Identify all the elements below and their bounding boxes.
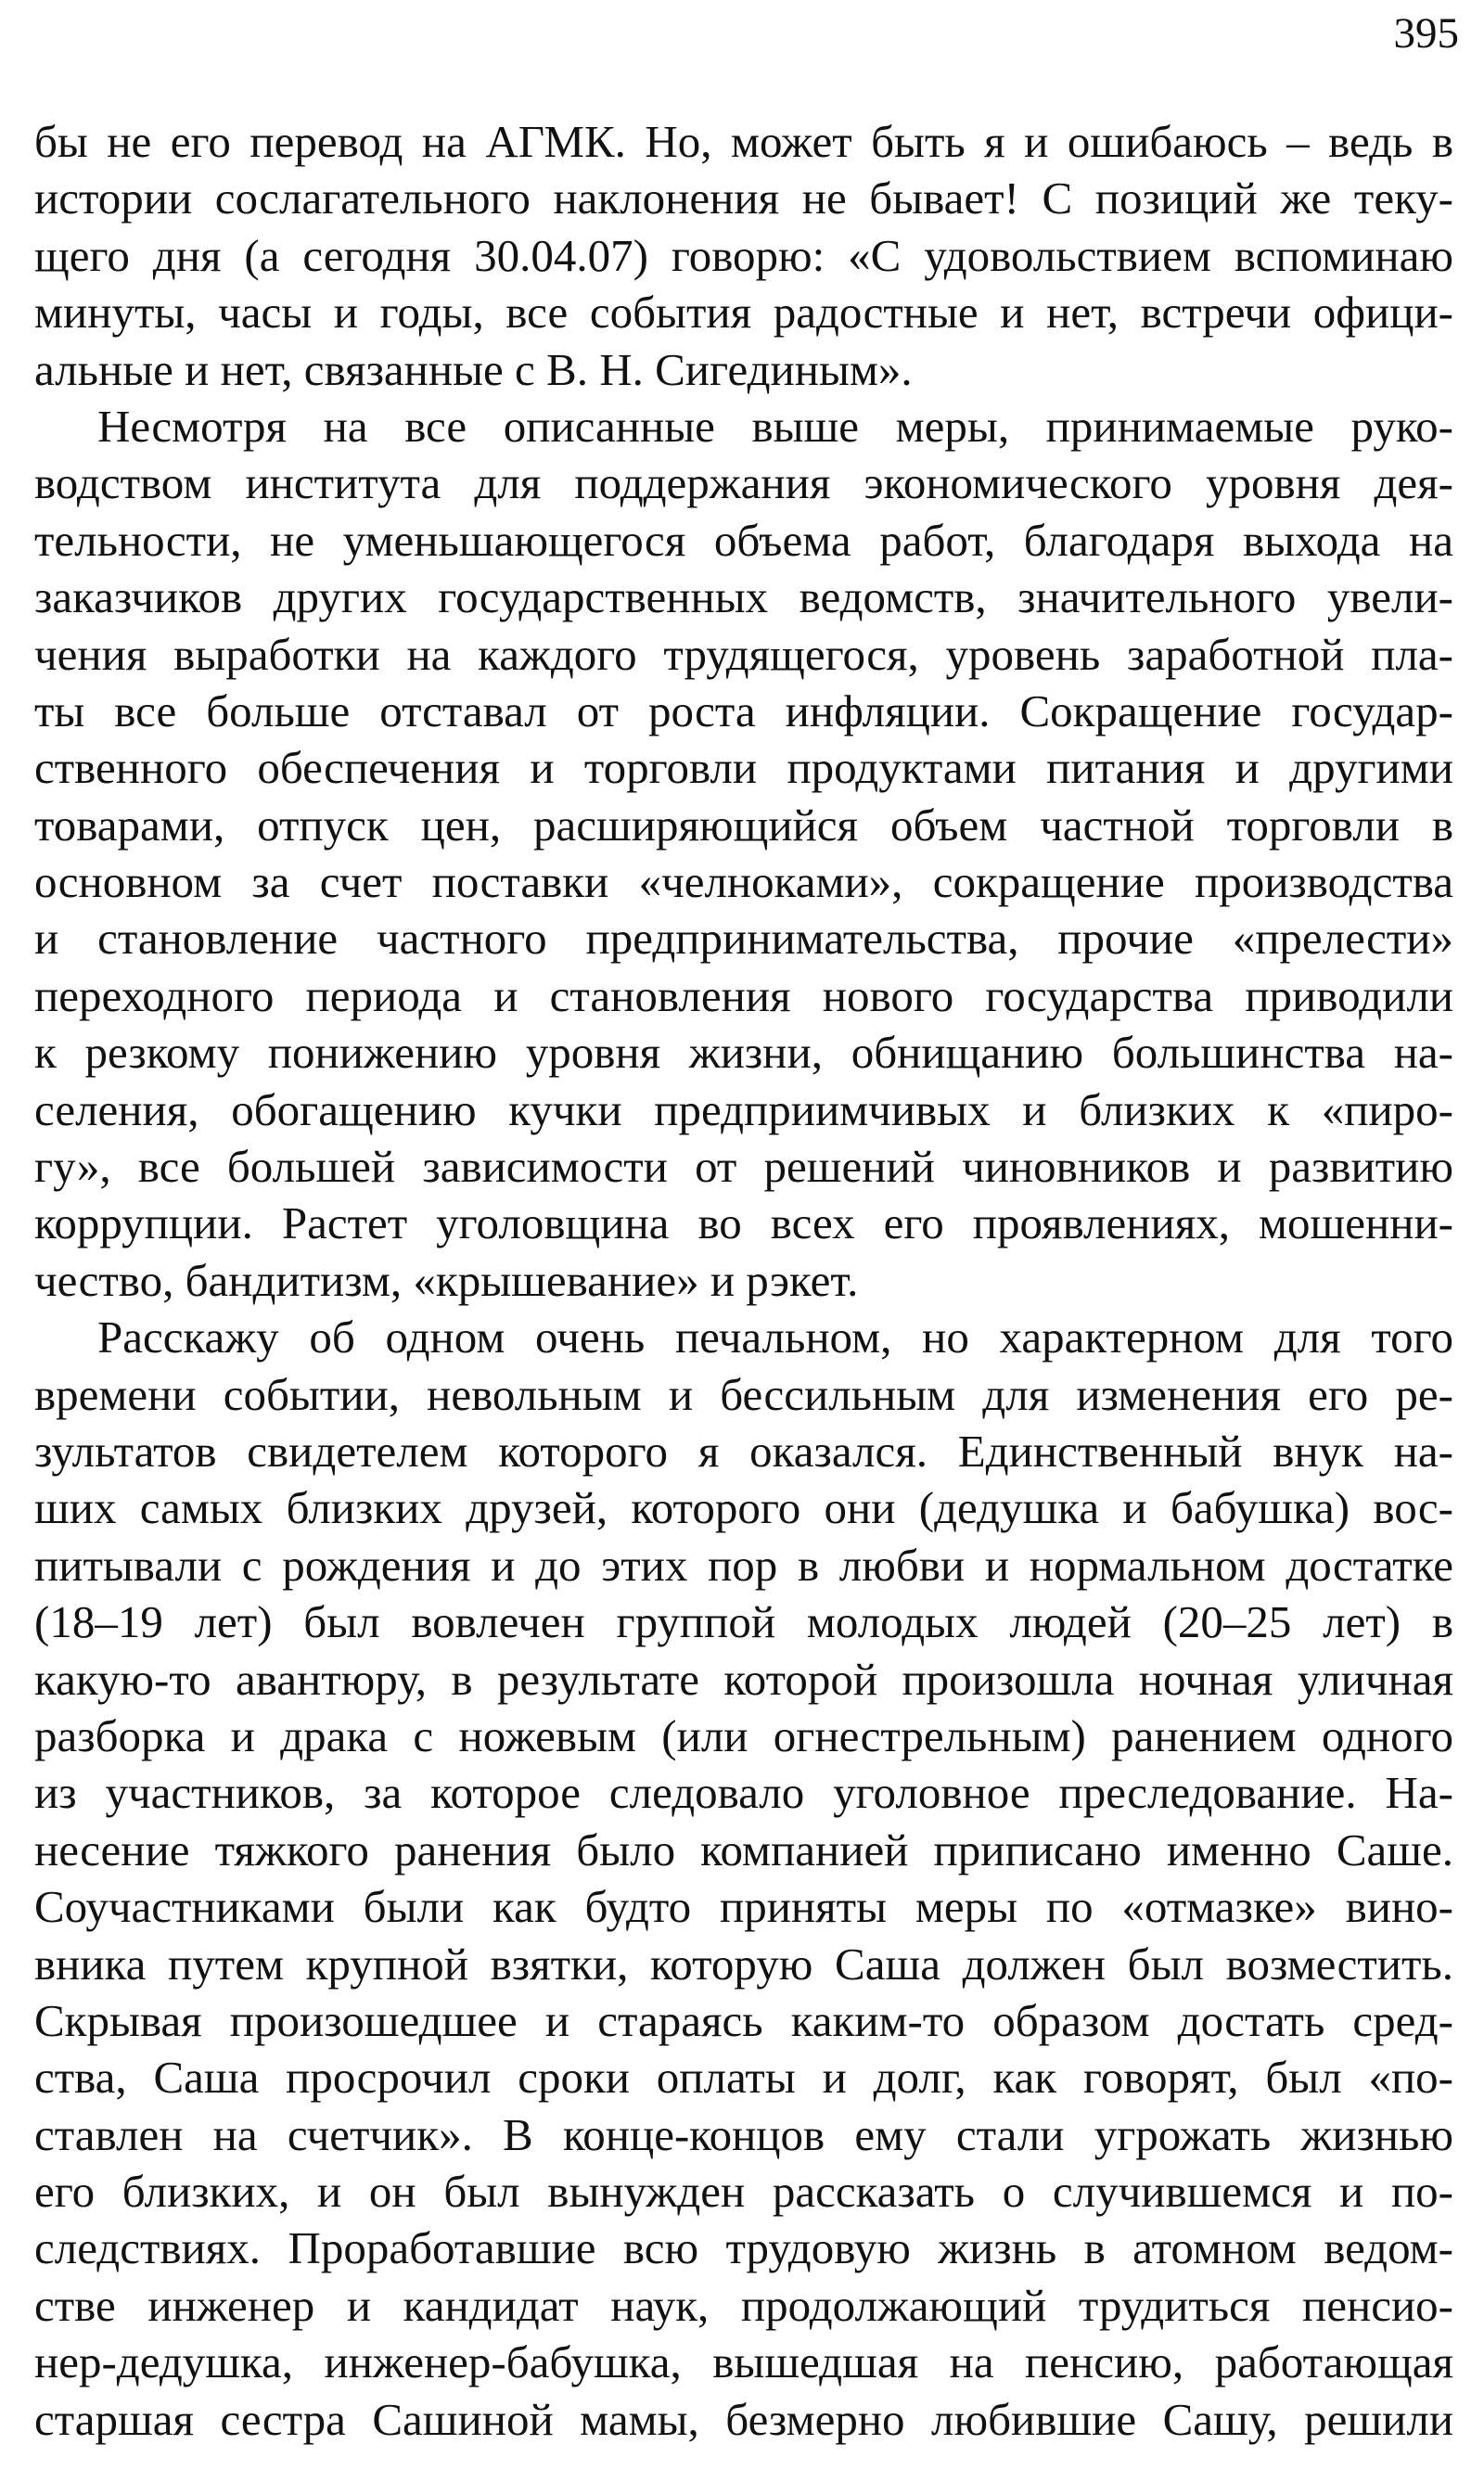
text-line: селения, обогащению кучки предприимчивых и близких к «пиро-	[34, 1083, 1453, 1135]
text-line: зультатов свидетелем которого я оказался. Единственный внук на-	[34, 1425, 1453, 1477]
text-line: старшая сестра Сашиной мамы, безмерно любившие Сашу, решили	[34, 2393, 1453, 2445]
text-line: щего дня (а сегодня 30.04.07) говорю: «С удовольствием вспоминаю	[34, 229, 1453, 281]
text-line: минуты, часы и годы, все события радостные и нет, встречи офици-	[34, 287, 1453, 339]
text-line: ственного обеспечения и торговли продуктами питания и другими	[34, 742, 1453, 794]
text-line: тельности, не уменьшающегося объема работ, благодаря выхода на	[34, 514, 1453, 566]
text-line: Скрывая произошедшее и стараясь каким-то образом достать сред-	[34, 1994, 1453, 2046]
text-line: переходного периода и становления нового государства приводили	[34, 969, 1453, 1021]
text-line: вника путем крупной взятки, которую Саша должен был возместить.	[34, 1938, 1453, 1990]
text-line: стве инженер и кандидат наук, продолжающий трудиться пенсио-	[34, 2279, 1453, 2331]
text-line: ставлен на счетчик». В конце-концов ему стали угрожать жизнью	[34, 2108, 1453, 2160]
text-line: коррупции. Растет уголовщина во всех его проявлениях, мошенни-	[34, 1197, 1453, 1249]
text-line: бы не его перевод на АГМК. Но, может быть я и ошибаюсь – ведь в	[34, 116, 1453, 167]
text-line: товарами, отпуск цен, расширяющийся объем частной торговли в	[34, 799, 1453, 851]
text-line: (18–19 лет) был вовлечен группой молодых людей (20–25 лет) в	[34, 1596, 1453, 1648]
text-line: следствиях. Проработавшие всю трудовую жизнь в атомном ведом-	[34, 2222, 1453, 2274]
text-line: его близких, и он был вынужден рассказать о случившемся и по-	[34, 2166, 1453, 2218]
text-line: гу», все большей зависимости от решений чиновников и развитию	[34, 1141, 1453, 1193]
text-line: нер-дедушка, инженер-бабушка, вышедшая на пенсию, работающая	[34, 2336, 1453, 2388]
text-line: заказчиков других государственных ведомств, значительного увели-	[34, 571, 1453, 623]
text-line: и становление частного предпринимательства, прочие «прелести»	[34, 913, 1453, 965]
text-line: к резкому понижению уровня жизни, обнищанию большинства на-	[34, 1027, 1453, 1079]
text-line: чения выработки на каждого трудящегося, уровень заработной пла-	[34, 628, 1453, 680]
text-line: водством института для поддержания экономического уровня дея-	[34, 457, 1453, 509]
page-number: 395	[1393, 9, 1459, 58]
text-line: альные и нет, связанные с В. Н. Сигединым».	[34, 343, 913, 395]
text-line: ших самых близких друзей, которого они (дедушка и бабушка) вос-	[34, 1482, 1453, 1534]
text-line: несение тяжкого ранения было компанией приписано именно Саше.	[34, 1824, 1453, 1875]
text-line: Соучастниками были как будто приняты меры по «отмазке» вино-	[34, 1881, 1453, 1933]
text-line: ства, Саша просрочил сроки оплаты и долг, как говорят, был «по-	[34, 2052, 1453, 2104]
text-line: чество, бандитизм, «крышевание» и рэкет.	[34, 1254, 859, 1306]
body-text	[34, 113, 1453, 2448]
text-line: ты все больше отставал от роста инфляции. Сокращение государ-	[34, 685, 1453, 736]
text-line: разборка и драка с ножевым (или огнестрельным) ранением одного	[34, 1709, 1453, 1761]
text-line: Несмотря на все описанные выше меры, принимаемые руко-	[97, 400, 1453, 452]
text-line: основном за счет поставки «челноками», сокращение производства	[34, 856, 1453, 908]
text-line: какую-то авантюру, в результате которой произошла ночная уличная	[34, 1653, 1453, 1705]
text-line: питывали с рождения и до этих пор в любви и нормальном достатке	[34, 1539, 1453, 1591]
text-line: Расскажу об одном очень печальном, но характерном для того	[97, 1312, 1453, 1363]
text-line: истории сослагательного наклонения не бывает! С позиций же теку-	[34, 173, 1453, 224]
text-line: из участников, за которое следовало уголовное преследование. На-	[34, 1767, 1453, 1819]
text-line: времени событии, невольным и бессильным для изменения его ре-	[34, 1368, 1453, 1420]
